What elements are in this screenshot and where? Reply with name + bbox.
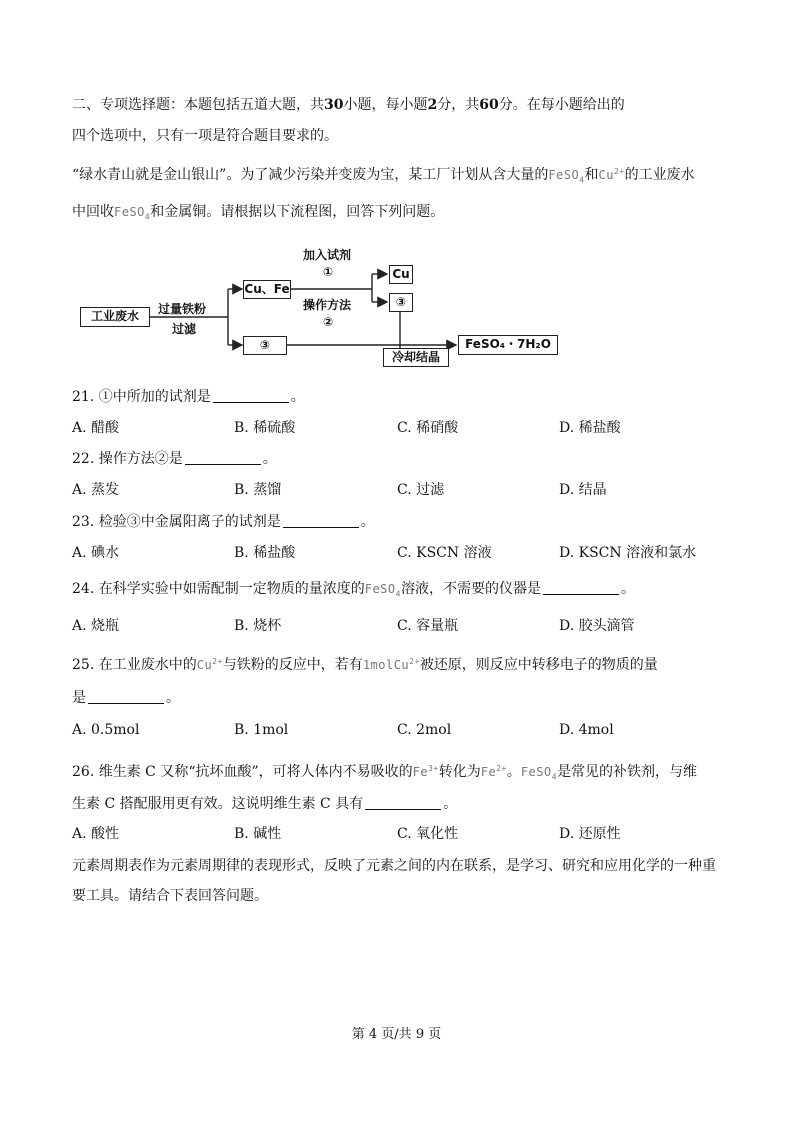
- question-24-option-c: C. 容量瓶: [397, 618, 459, 634]
- question-22-option-a: A. 蒸发: [72, 482, 120, 498]
- question-21-option-d: D. 稀盐酸: [559, 420, 621, 436]
- flow-waste-water-box: 工业废水: [80, 307, 150, 327]
- question-26-stem-line2: 生素 C 搭配服用更有效。这说明维生素 C 具有 。: [72, 796, 458, 812]
- question-24-stem: 24. 在科学实验中如需配制一定物质的量浓度的FeSO$_4$溶液，不需要的仪器是 。: [72, 581, 635, 599]
- question-22-stem: 22. 操作方法②是 。: [72, 451, 277, 467]
- chem-cu2plus: $Cu^{2+}$: [598, 167, 625, 182]
- flow-operation-label: 操作方法: [303, 298, 352, 312]
- chem-feso4: FeSO$_4$: [364, 582, 401, 599]
- question-22-option-d: D. 结晶: [559, 482, 607, 498]
- flow-step1-bottom-label: 过滤: [172, 322, 197, 336]
- question-22-option-c: C. 过滤: [397, 482, 445, 498]
- question-26-option-d: D. 还原性: [559, 826, 621, 842]
- question-25-option-c: C. 2mol: [397, 722, 452, 738]
- question-25-stem-line1: 25. 在工业废水中的$Cu^{2+}$与铁粉的反应中，若有1molCu$^{2+}$被还原，则反应中转移电子的物质的量: [72, 657, 658, 673]
- question-26-option-c: C. 氧化性: [397, 826, 459, 842]
- section-heading-line1: 二、专项选择题：本题包括五道大题，共30小题，每小题2分，共60分。在每小题给出的: [72, 97, 625, 113]
- flow-step1-top-label: 过量铁粉: [158, 302, 207, 316]
- question-23-option-a: A. 碘水: [72, 545, 120, 561]
- question-25-option-a: A. 0.5mol: [72, 722, 140, 738]
- intro-line2: 中回收FeSO$_4$和金属铜。请根据以下流程图，回答下列问题。: [72, 204, 445, 222]
- question-22-option-b: B. 蒸馏: [234, 482, 282, 498]
- question-24-option-b: B. 烧杯: [234, 618, 282, 634]
- chem-fe2plus: $Fe^{2+}$: [480, 764, 507, 779]
- chem-feso4: FeSO$_4$: [114, 205, 151, 222]
- flow-crystallize-box: 冷却结晶: [383, 348, 449, 367]
- flow-operation-num: ②: [323, 315, 334, 329]
- flow-product-box: FeSO₄・7H₂O: [458, 335, 558, 355]
- question-25-option-d: D. 4mol: [559, 722, 614, 738]
- answer-blank: [213, 388, 289, 403]
- section-heading-line2: 四个选项中，只有一项是符合题目要求的。: [72, 128, 338, 144]
- question-23-option-d: D. KSCN 溶液和氯水: [559, 545, 697, 561]
- chem-fe3plus: $Fe^{3+}$: [412, 764, 439, 779]
- question-25-stem-line2: 是 。: [72, 690, 180, 706]
- chem-cu2plus: $Cu^{2+}$: [196, 657, 223, 672]
- answer-blank: [88, 689, 164, 704]
- question-23-stem: 23. 检验③中金属阳离子的试剂是 。: [72, 514, 375, 530]
- chem-1mol-cu2plus: 1molCu$^{2+}$: [362, 657, 420, 672]
- question-25-option-b: B. 1mol: [234, 722, 289, 738]
- question-21-option-b: B. 稀硫酸: [234, 420, 296, 436]
- flow-box3-right: ③: [389, 293, 413, 312]
- question-21-option-a: A. 醋酸: [72, 420, 120, 436]
- question-24-option-a: A. 烧瓶: [72, 618, 120, 634]
- page-number: 第 4 页/共 9 页: [351, 1027, 442, 1042]
- question-26-option-a: A. 酸性: [72, 826, 120, 842]
- flow-cu-fe-box: Cu、Fe: [243, 280, 291, 299]
- outro-line2: 要工具。请结合下表回答问题。: [72, 888, 268, 904]
- flow-reagent-num: ①: [323, 265, 334, 279]
- answer-blank: [365, 795, 441, 810]
- chem-feso4: FeSO$_4$: [520, 765, 558, 782]
- chem-feso4: FeSO$_4$: [548, 168, 585, 185]
- question-23-option-b: B. 稀盐酸: [234, 545, 296, 561]
- intro-line1: “绿水青山就是金山银山”。为了减少污染并变废为宝，某工厂计划从含大量的FeSO$_4$和$Cu^{2+}$的工业废水: [72, 167, 695, 185]
- question-23-option-c: C. KSCN 溶液: [397, 545, 492, 561]
- answer-blank: [543, 580, 619, 595]
- answer-blank: [283, 513, 359, 528]
- question-26-stem-line1: 26. 维生素 C 又称“抗坏血酸”，可将人体内不易吸收的$Fe^{3+}$转化为$Fe^{2+}$。FeSO$_4$是常见的补铁剂，与维: [72, 764, 698, 782]
- flow-reagent-label: 加入试剂: [303, 248, 352, 262]
- flow-cu-box: Cu: [389, 265, 413, 284]
- outro-line1: 元素周期表作为元素周期律的表现形式，反映了元素之间的内在联系，是学习、研究和应用化学的一种重: [72, 858, 716, 874]
- question-26-option-b: B. 碱性: [234, 826, 282, 842]
- flow-box3-bottom: ③: [243, 336, 287, 355]
- question-21-stem: 21. ①中所加的试剂是 。: [72, 389, 305, 405]
- question-21-option-c: C. 稀硝酸: [397, 420, 459, 436]
- question-24-option-d: D. 胶头滴管: [559, 618, 635, 634]
- answer-blank: [185, 450, 261, 465]
